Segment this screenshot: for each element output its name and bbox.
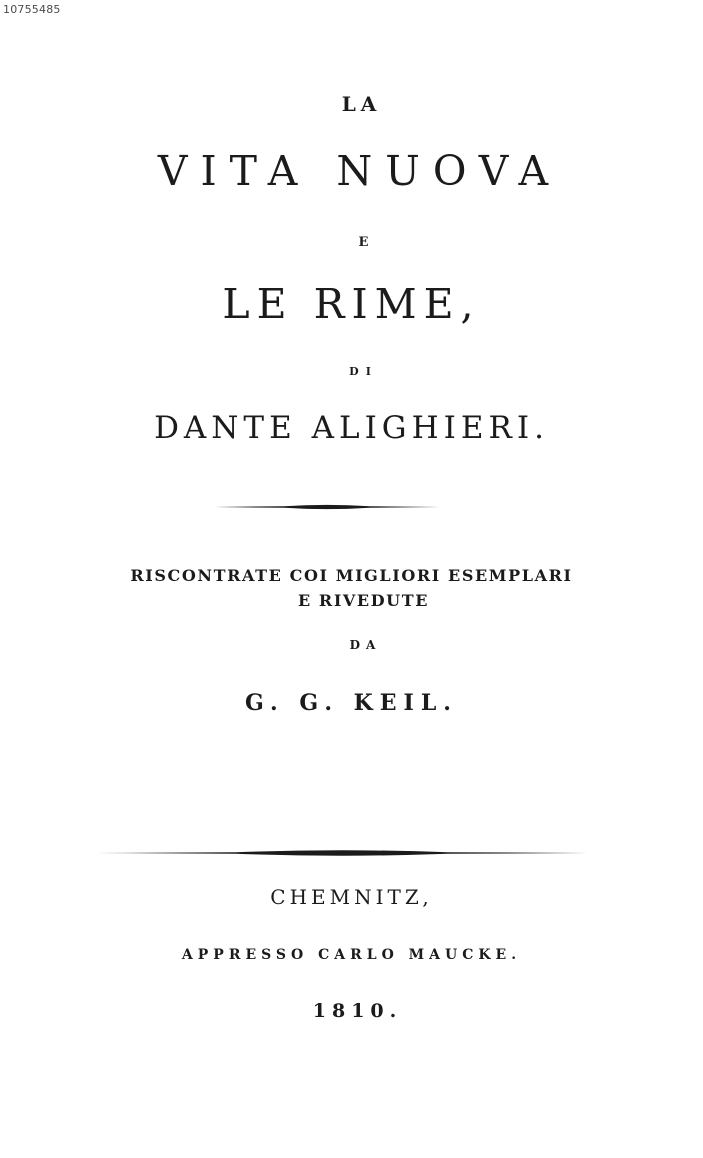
title-article: LA — [341, 92, 382, 116]
author-name: DANTE ALIGHIERI. — [154, 410, 549, 446]
subtitle-line-2: E RIVEDUTE — [297, 591, 430, 610]
editor-name: G. G. KEIL. — [245, 690, 458, 716]
ornamental-rule-upper — [214, 500, 440, 514]
ornamental-rule-lower — [96, 845, 588, 861]
imprint-year: 1810. — [312, 1000, 403, 1022]
imprint-publisher: APPRESSO CARLO MAUCKE. — [181, 947, 522, 963]
imprint-place: CHEMNITZ, — [270, 885, 433, 909]
scan-identifier: 10755485 — [3, 3, 61, 16]
subtitle-line-1: RISCONTRATE COI MIGLIORI ESEMPLARI — [130, 566, 573, 585]
title-conjunction: E — [358, 235, 369, 250]
preposition-da: DA — [349, 638, 382, 652]
title-vita-nuova: VITA NUOVA — [157, 147, 562, 195]
preposition-di: DI — [349, 365, 378, 378]
title-le-rime: LE RIME, — [222, 280, 481, 328]
